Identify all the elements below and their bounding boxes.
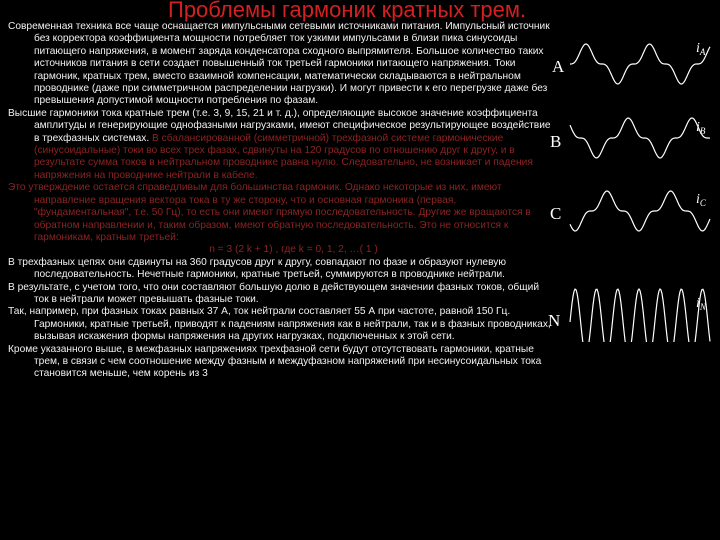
paragraph-zero-sequence: В трехфазных цепях они сдвинуты на 360 градусов друг к другу, совпадают по фазе и образуют нулевую последовательность. Нечетные гармоники, кратные третьей, суммируются в проводнике нейтрали. <box>8 256 507 281</box>
body-text <box>8 21 553 381</box>
label-a: A <box>552 57 565 76</box>
paragraph-sequence <box>8 182 553 256</box>
phase-b-waveform <box>550 118 710 158</box>
paragraph-line-voltage: Кроме указанного выше, в межфазных напряжениях трехфазной сети будут отсутствовать гармоники, кратные трем, в связи с чем соотношение между фазным и междуфазном напряжений при несинусоидальных тока становится меньше, чем корень из 3 <box>8 343 542 380</box>
current-label-a: $i_A$ <box>696 41 706 57</box>
current-label-b: $i_B$ <box>696 120 706 136</box>
sequence-text: Это утверждение остается справедливым для большинства гармоник. Однако некоторые из них, имеют направление вращения вектора тока в ту же сторону, что и основная гармоника (первая, "фундаментальная", т.е. 50 Гц), то есть они имеют прямую последовательность. Другие же вращаются в обратном направлении и, таким образом, имеют обратную последовательность. Это не относится к гармоникам, кратным третьей: <box>8 182 531 243</box>
harmonic-formula: n = 3 (2 k + 1) , где k = 0, 1, 2, …( 1 ) <box>209 244 378 256</box>
neutral-waveform <box>548 289 710 342</box>
paragraph-example: Так, например, при фазных токах равных 37 А, ток нейтрали составляет 55 А при частоте, равной 150 Гц. Гармоники, кратные третьей, приводят к падениям напряжения как в нейтрали, так и в фазных проводниках, вызывая искажения формы напряжения на других нагрузках, подключенных к этой сети. <box>8 306 551 343</box>
phase-a-waveform <box>552 41 710 84</box>
label-c: C <box>550 204 562 223</box>
phase-c-waveform <box>550 191 710 231</box>
current-label-c: $i_C$ <box>696 192 706 208</box>
current-label-n: $i_N$ <box>696 296 706 312</box>
paragraph-neutral-current: В результате, с учетом того, что они составляют большую долю в действующем значении фазных токов, общий ток в нейтрали может превышать фазные токи. <box>8 281 540 305</box>
balanced-system-note: В сбалансированной (симметричной) трехфазной системе гармонические (синусоидальные) токи во всех трех фазах, сдвинуты на 120 градусов по отношению друг к другу, и в результате сумма токов в нейтральном проводнике равна нулю. Следовательно, не возникает и падения напряжения на проводнике нейтрали в кабеле. <box>34 132 533 181</box>
label-b: B <box>550 132 562 151</box>
paragraph-switching-sources: Современная техника все чаще оснащается импульсными сетевыми источниками питания. Импульсный источник без корректора коэффициента мощности потребляет ток узкими импульсами в близи пика синусоиды питающего напряжения, в момент заряда конденсатора сходного выпрямителя. Большое количество таких источников питания в сети создает повышенный ток третьей гармоники питающего напряжения. Токи гармоник, кратных трем, вместо взаимной компенсации, математически складываются в нейтральном проводнике (даже при симметричном распределении нагрузки). И могут привести к его перегрузке даже без превышения допустимой мощности потребления по фазам. <box>8 21 550 107</box>
paragraph-triplen-harmonics <box>8 108 553 182</box>
slide-title: Проблемы гармоник кратных трем. <box>168 0 527 22</box>
triplen-intro: Высшие гармоники тока кратные трем (т.е. 3, 9, 15, 21 и т. д.), определяющие высокое значение коэффициента амплитуды и генерирующие однофазными нагрузками, имеют специфическое результирующее воздействие в трехфазных системах. <box>8 107 551 144</box>
current-waveforms-figure <box>540 22 720 342</box>
label-n: N <box>548 311 561 330</box>
